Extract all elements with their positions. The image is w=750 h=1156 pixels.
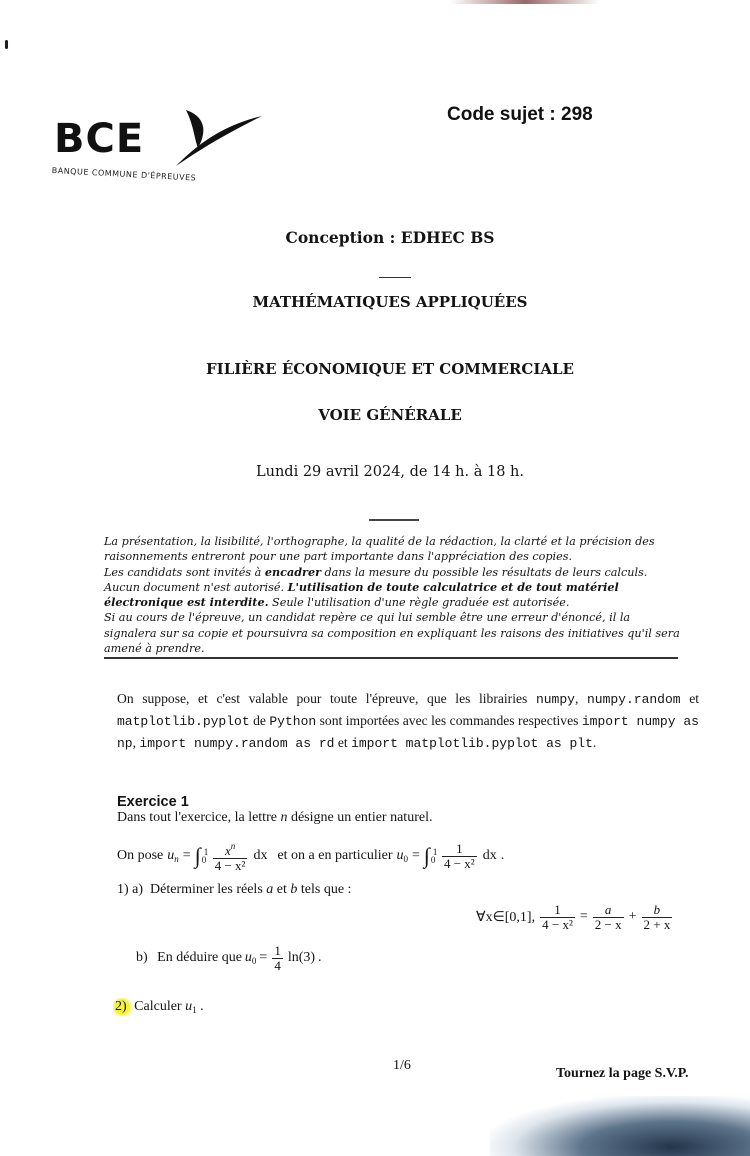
- bce-logo: [52, 108, 272, 188]
- exercise-title: Exercice 1: [117, 794, 189, 810]
- text: et on a en particulier: [277, 848, 393, 863]
- conception-line: Conception : EDHEC BS: [285, 228, 495, 247]
- denominator: 4 − x²: [214, 858, 246, 873]
- text: et: [680, 691, 700, 706]
- fraction: [213, 839, 248, 873]
- divider: [104, 657, 678, 659]
- text: tels que :: [297, 882, 352, 897]
- variable: u: [396, 848, 404, 863]
- text: ,: [574, 691, 587, 706]
- subject-title: MATHÉMATIQUES APPLIQUÉES: [252, 293, 528, 311]
- u0-symbol: [245, 950, 257, 966]
- text: Seule l'utilisation d'une règle graduée est autorisée.: [268, 596, 570, 610]
- partial-fraction-equation: [476, 898, 674, 936]
- lower-bound: 0: [430, 855, 436, 865]
- variable: b: [290, 882, 298, 897]
- text: et: [273, 882, 291, 897]
- variable: a: [266, 882, 274, 897]
- code: import matplotlib.pyplot as plt: [351, 736, 593, 751]
- text: On suppose, et c'est valable pour toute l'épreuve, que les librairies: [117, 691, 536, 706]
- variable: u: [244, 950, 252, 965]
- upper-bound: 1: [432, 847, 438, 857]
- differential: dx: [482, 848, 497, 863]
- question-1b: [136, 938, 322, 978]
- numerator: [223, 839, 237, 858]
- text: En déduire que: [157, 950, 242, 965]
- text: et: [334, 735, 352, 750]
- code: numpy.random: [586, 692, 681, 707]
- fraction: [442, 842, 477, 871]
- integral-sign: [423, 843, 438, 868]
- denominator: 4: [274, 957, 281, 973]
- period: .: [318, 950, 322, 965]
- equals: =: [259, 950, 268, 965]
- integral-symbol: ∫: [194, 843, 201, 868]
- text: Aucun document n'est autorisé.: [104, 580, 288, 594]
- u1-symbol: [185, 999, 197, 1015]
- emphasis: encadrer: [264, 564, 321, 579]
- logo-subtitle: BANQUE COMMUNE D'ÉPREUVES: [51, 166, 197, 183]
- numerator: 1: [274, 942, 281, 958]
- code: import numpy as np: [117, 714, 699, 751]
- highlighted-question-label: 2): [113, 998, 131, 1016]
- text: Déterminer les réels: [150, 882, 267, 897]
- subscript: 0: [251, 956, 257, 966]
- python-intro: [117, 688, 699, 754]
- denominator: 2 − x: [594, 916, 622, 932]
- finger-shadow: [490, 1096, 750, 1156]
- logo-swoosh-icon: [164, 108, 264, 168]
- numerator: 1: [456, 840, 463, 856]
- text: Dans tout l'exercice, la lettre: [117, 810, 281, 825]
- plus: +: [628, 909, 637, 924]
- fraction: [272, 944, 283, 973]
- differential: dx: [253, 848, 268, 863]
- un-definition: [117, 838, 504, 874]
- question-label: b): [136, 950, 148, 965]
- text: sont importées avec les commandes respectives: [316, 713, 582, 728]
- u0-symbol: [397, 848, 409, 864]
- period: .: [500, 848, 505, 863]
- code: numpy: [535, 692, 575, 707]
- filiere-title: FILIÈRE ÉCONOMIQUE ET COMMERCIALE: [206, 360, 574, 378]
- logo-wordmark: BCE: [54, 116, 145, 162]
- divider: [379, 277, 411, 278]
- turn-page-note: Tournez la page S.V.P.: [556, 1066, 689, 1081]
- exercise-intro: [117, 810, 432, 826]
- upper-bound: 1: [203, 847, 209, 857]
- divider: [369, 519, 419, 521]
- voie-title: VOIE GÉNÉRALE: [318, 406, 462, 424]
- text: ,: [132, 735, 140, 750]
- text: Calculer: [134, 999, 182, 1014]
- un-symbol: [167, 848, 179, 864]
- subscript: n: [174, 854, 179, 864]
- emphasis: L'utilisation de toute calculatrice et de tout matériel électronique est interdite.: [104, 579, 619, 610]
- variable: n: [280, 810, 288, 825]
- numerator: a: [604, 901, 612, 917]
- text: dans la mesure du possible les résultats de leurs calculs.: [320, 565, 648, 579]
- exam-date: Lundi 29 avril 2024, de 14 h. à 18 h.: [255, 464, 525, 480]
- code: import numpy.random as rd: [139, 736, 335, 751]
- instruction-documents: [104, 580, 682, 611]
- denominator: 2 + x: [643, 916, 671, 932]
- text: de: [249, 713, 270, 728]
- log-expression: ln(3): [287, 950, 316, 965]
- text: .: [592, 735, 597, 750]
- subscript: 1: [192, 1005, 197, 1015]
- scan-edge-shadow: [450, 0, 600, 4]
- page-number: 1/6: [393, 1058, 411, 1073]
- question-label: 1) a): [117, 882, 144, 897]
- text: Les candidats sont invités à: [104, 565, 265, 579]
- quantifier: ∀x∈[0,1],: [476, 909, 536, 925]
- equals: =: [579, 909, 588, 924]
- denominator: 4 − x²: [443, 855, 475, 871]
- text: désigne un entier naturel.: [287, 810, 433, 825]
- code-sujet: Code sujet : 298: [447, 104, 593, 125]
- equals: =: [182, 848, 191, 863]
- integral-sign: [194, 843, 209, 868]
- instruction-encadrer: [104, 565, 682, 580]
- denominator: 4 − x²: [542, 916, 573, 932]
- code: matplotlib.pyplot: [117, 714, 250, 729]
- instruction-presentation: La présentation, la lisibilité, l'orthographe, la qualité de la rédaction, la clarté et la précision des raisonnements entreront pour une part importante dans l'appréciation des copies.: [104, 535, 655, 564]
- variable: x: [224, 843, 231, 858]
- fraction: [593, 903, 624, 932]
- text: On pose: [117, 848, 164, 863]
- instructions: [104, 534, 682, 656]
- question-1a: [117, 882, 351, 898]
- equals: =: [412, 848, 420, 863]
- integral-symbol: ∫: [423, 843, 430, 868]
- period: .: [200, 999, 204, 1014]
- lower-bound: 0: [201, 855, 207, 865]
- fraction: [540, 903, 575, 932]
- variable: u: [185, 999, 193, 1014]
- fraction: [642, 903, 673, 932]
- numerator: 1: [554, 901, 561, 917]
- exponent: n: [230, 841, 236, 851]
- instruction-erreur: Si au cours de l'épreuve, un candidat repère ce qui lui semble être une erreur d'énoncé, il la signalera sur sa copie et poursuivra sa composition en expliquant les raisons des initiatives qu'il sera amené à prendre.: [104, 611, 680, 656]
- subscript: 0: [403, 854, 409, 864]
- scan-speck: [5, 40, 8, 49]
- code: Python: [269, 714, 317, 729]
- question-2: [117, 998, 204, 1016]
- variable: u: [167, 848, 175, 863]
- numerator: b: [653, 901, 661, 917]
